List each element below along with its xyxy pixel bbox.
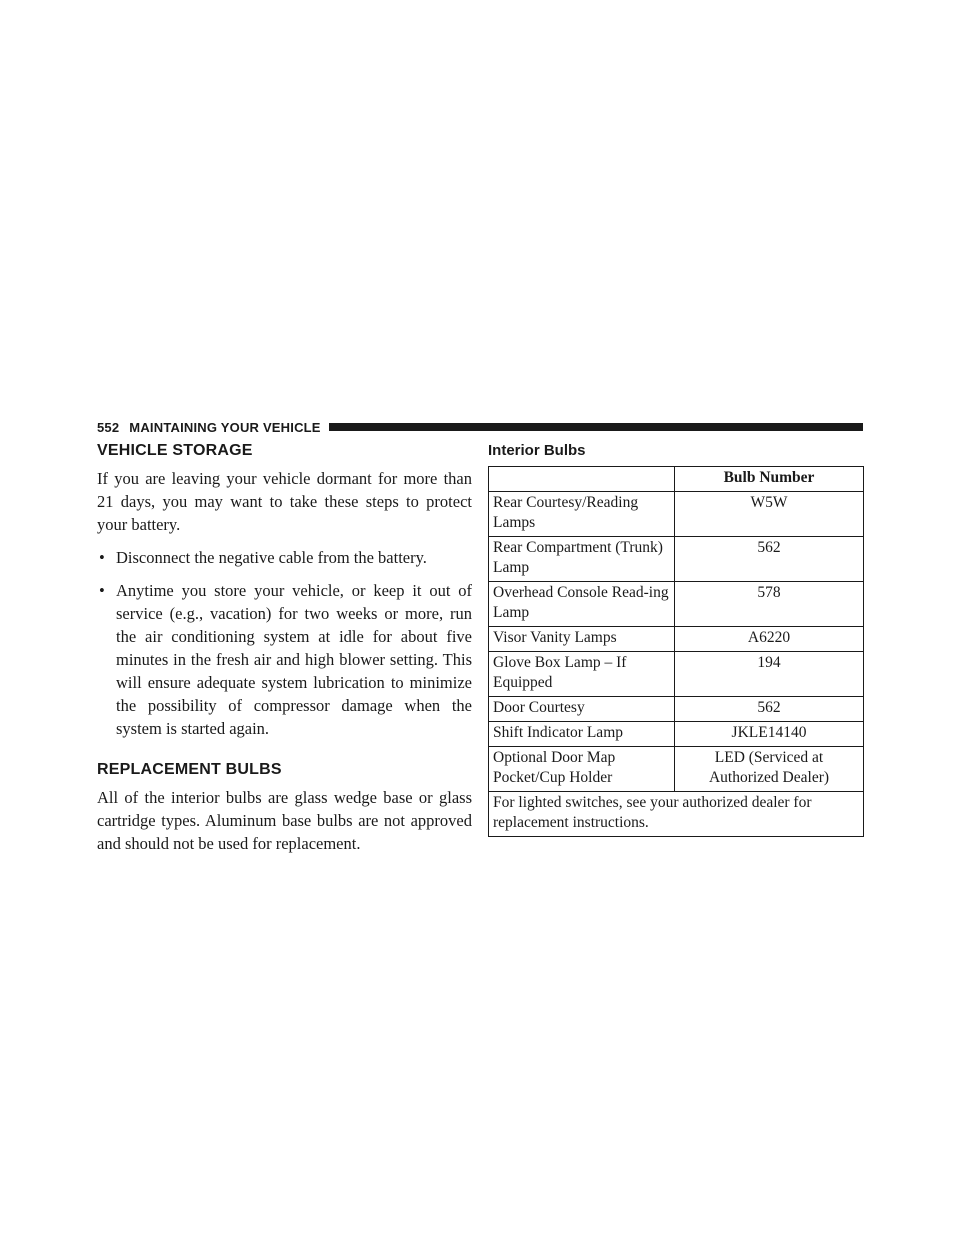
table-row (489, 537, 864, 582)
interior-bulbs-heading: Interior Bulbs (488, 442, 586, 459)
lamp-name: Door Courtesy (489, 697, 675, 722)
lamp-name: Visor Vanity Lamps (489, 627, 675, 652)
bulb-number: A6220 (675, 627, 864, 652)
right-column (488, 442, 864, 837)
column-header-bulb: Bulb Number (675, 467, 864, 492)
interior-bulbs-table (488, 466, 864, 837)
bullet-glyph: • (99, 548, 105, 567)
list-item (97, 579, 472, 740)
lamp-name: Optional Door Map Pocket/Cup Holder (489, 747, 675, 792)
table-row (489, 747, 864, 792)
bulb-number: LED (Serviced at Authorized Dealer) (675, 747, 864, 792)
table-footnote: For lighted switches, see your authorized dealer for replacement instructions. (489, 792, 864, 837)
vehicle-storage-heading: VEHICLE STORAGE (97, 442, 253, 459)
list-item (97, 546, 472, 569)
table-row (489, 492, 864, 537)
bulb-number: 194 (675, 652, 864, 697)
bulb-number: JKLE14140 (675, 722, 864, 747)
section-title: MAINTAINING YOUR VEHICLE (129, 419, 321, 435)
page-header (97, 420, 863, 434)
table-row (489, 652, 864, 697)
table-row (489, 582, 864, 627)
lamp-name: Rear Compartment (Trunk) Lamp (489, 537, 675, 582)
left-column (97, 441, 472, 865)
bulb-number: 578 (675, 582, 864, 627)
vehicle-storage-intro: If you are leaving your vehicle dormant for more than 21 days, you may want to take these steps to protect your battery. (97, 469, 472, 534)
replacement-bulbs-heading: REPLACEMENT BULBS (97, 761, 282, 778)
list-item-text: Anytime you store your vehicle, or keep it out of service (e.g., vacation) for two weeks or more, run the air conditioning system at idle for about five minutes in the fresh air and high blower setting. This will ensure adequate system lubrication to minimize the possibility of compressor damage when the system is started again. (116, 581, 472, 738)
table-row (489, 697, 864, 722)
replacement-bulbs-section (97, 760, 472, 855)
vehicle-storage-list (97, 546, 472, 740)
bulb-number: 562 (675, 537, 864, 582)
table-row (489, 627, 864, 652)
list-item-text: Disconnect the negative cable from the battery. (116, 548, 427, 567)
lamp-name: Overhead Console Read-ing Lamp (489, 582, 675, 627)
table-header-row (489, 467, 864, 492)
table-row (489, 722, 864, 747)
bulb-number: W5W (675, 492, 864, 537)
column-header-name (489, 467, 675, 492)
lamp-name: Glove Box Lamp – If Equipped (489, 652, 675, 697)
replacement-bulbs-body: All of the interior bulbs are glass wedge base or glass cartridge types. Aluminum base bulbs are not approved and should not be used for replacement. (97, 788, 472, 853)
bullet-glyph: • (99, 581, 105, 600)
lamp-name: Rear Courtesy/Reading Lamps (489, 492, 675, 537)
lamp-name: Shift Indicator Lamp (489, 722, 675, 747)
page-number: 552 (97, 419, 120, 435)
table-footnote-row (489, 792, 864, 837)
bulb-number: 562 (675, 697, 864, 722)
header-rule (329, 423, 863, 431)
